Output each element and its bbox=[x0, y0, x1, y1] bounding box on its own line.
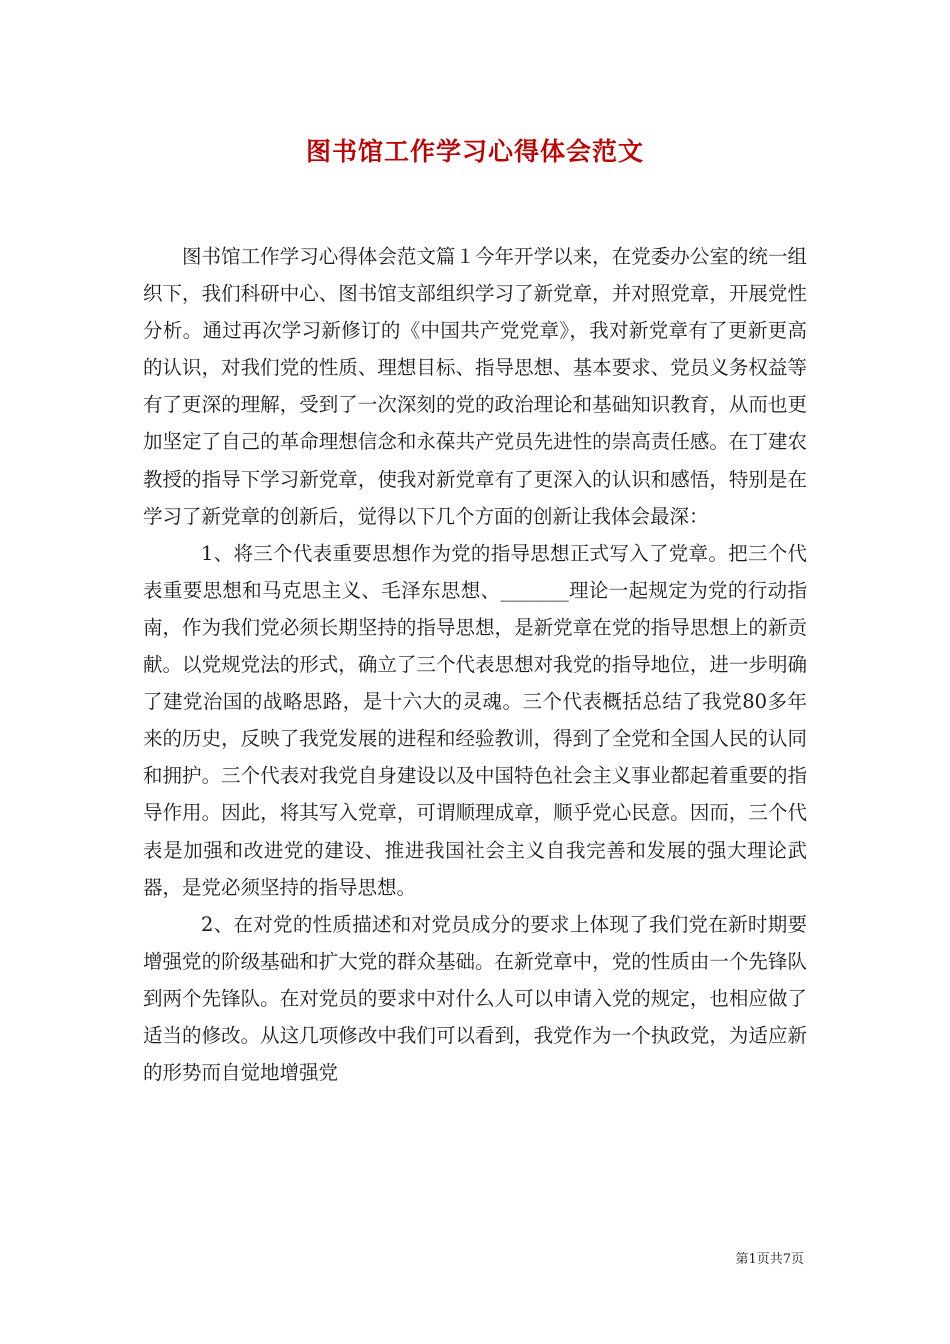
document-body bbox=[143, 238, 807, 1091]
page-title: 图书馆工作学习心得体会范文 bbox=[305, 137, 644, 166]
paragraph-point-1: 1、将三个代表重要思想作为党的指导思想正式写入了党章。把三个代表重要思想和马克思主义、毛泽东思想、_______理论一起规定为党的行动指南，作为我们党必须长期坚持的指导思想，是新党章在党的指导思想上的新贡献。以党规党法的形式，确立了三个代表思想对我党的指导地位，进一步明确了建党治国的战略思路，是十六大的灵魂。三个代表概括总结了我党80多年来的历史，反映了我党发展的进程和经验教训，得到了全党和全国人民的认同和拥护。三个代表对我党自身建设以及中国特色社会主义事业都起着重要的指导作用。因此，将其写入党章，可谓顺理成章，顺乎党心民意。因而，三个代表是加强和改进党的建设、推进我国社会主义自我完善和发展的强大理论武器，是党必须坚持的指导思想。 bbox=[143, 541, 807, 899]
paragraph-point-2: 2、在对党的性质描述和对党员成分的要求上体现了我们党在新时期要增强党的阶级基础和扩大党的群众基础。在新党章中，党的性质由一个先锋队到两个先锋队。在对党员的要求中对什么人可以申请入党的规定，也相应做了适当的修改。从这几项修改中我们可以看到，我党作为一个执政党，为适应新的形势而自觉地增强党 bbox=[143, 912, 807, 1085]
page-number: 第1页共7页 bbox=[735, 1252, 804, 1267]
paragraph-intro: 图书馆工作学习心得体会范文篇１今年开学以来，在党委办公室的统一组织下，我们科研中心、图书馆支部组织学习了新党章，并对照党章，开展党性分析。通过再次学习新修订的《中国共产党党章》，我对新党章有了更新更高的认识，对我们党的性质、理想目标、指导思想、基本要求、党员义务权益等有了更深的理解，受到了一次深刻的党的政治理论和基础知识教育，从而也更加坚定了自己的革命理想信念和永葆共产党员先进性的崇高责任感。在丁建农教授的指导下学习新党章，使我对新党章有了更深入的认识和感悟，特别是在学习了新党章的创新后，觉得以下几个方面的创新让我体会最深： bbox=[143, 245, 807, 528]
